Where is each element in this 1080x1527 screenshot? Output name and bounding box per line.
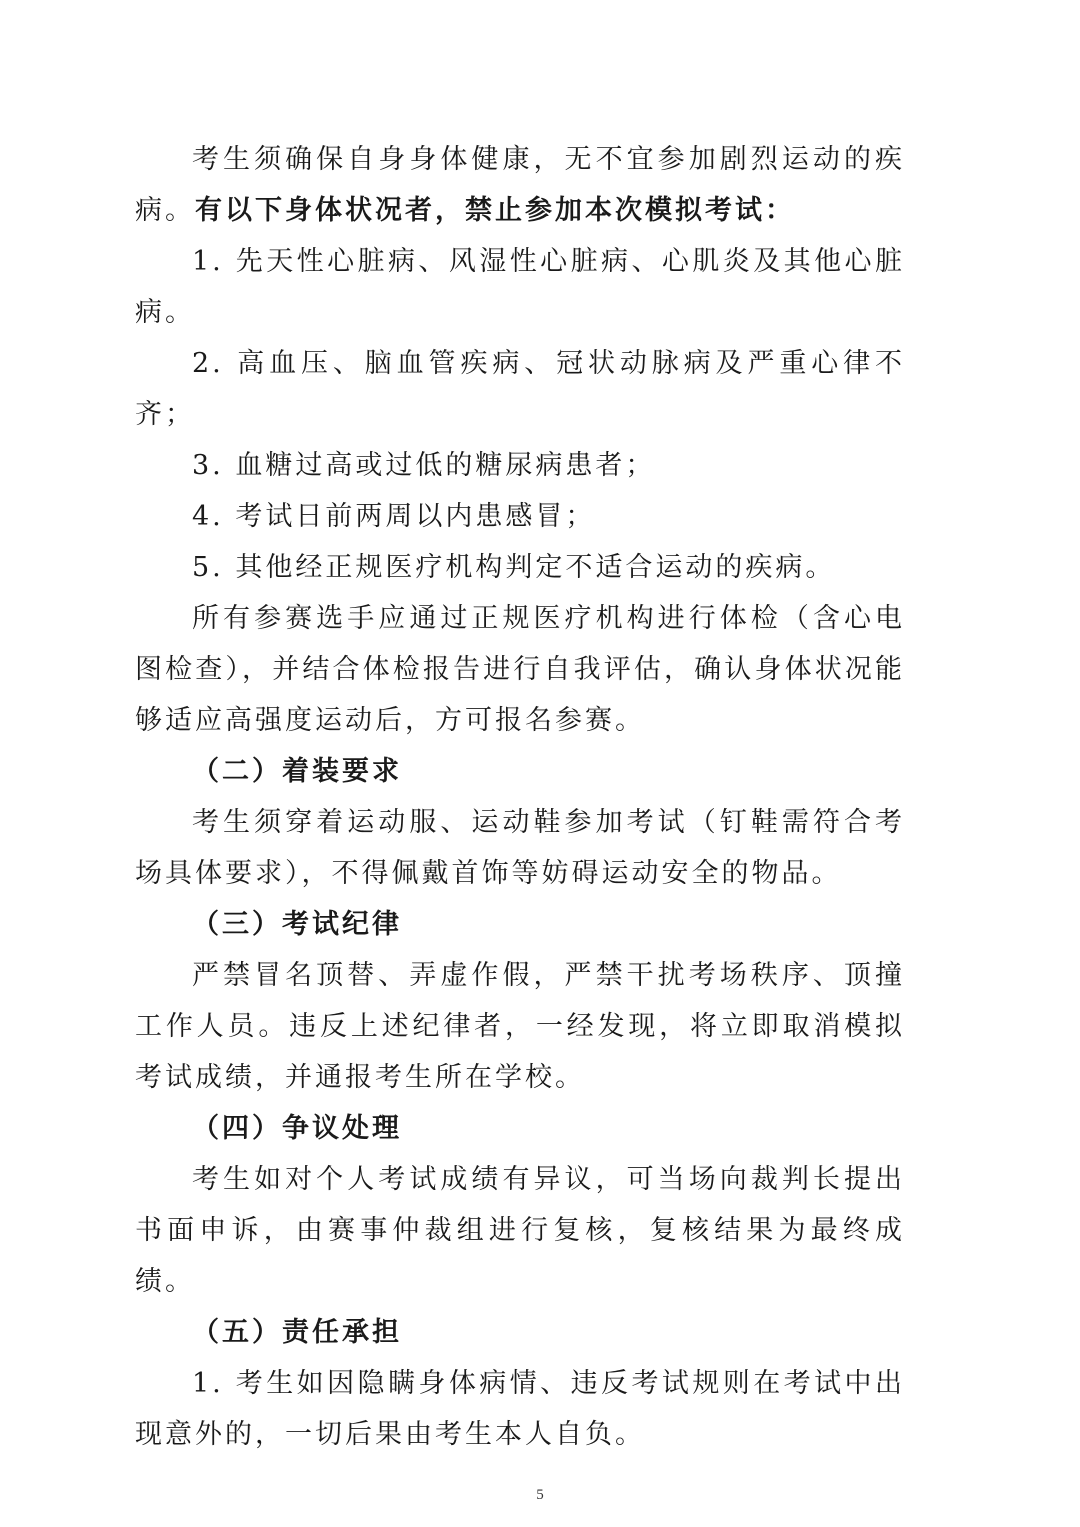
paragraph-medical-check: 所有参赛选手应通过正规医疗机构进行体检（含心电图检查），并结合体检报告进行自我评估，确认身体状况能够适应高强度运动后，方可报名参赛。 bbox=[135, 603, 905, 736]
section-heading-dispute: （四）争议处理 bbox=[192, 1113, 402, 1144]
list-item-condition-2: 2. 高血压、脑血管疾病、冠状动脉病及严重心律不齐； bbox=[135, 348, 905, 430]
page-number: 5 bbox=[536, 1487, 544, 1503]
list-item-condition-1: 1. 先天性心脏病、风湿性心脏病、心肌炎及其他心脏病。 bbox=[135, 246, 905, 328]
paragraph-health-requirement bbox=[135, 134, 905, 236]
list-item-condition-5: 5. 其他经正规医疗机构判定不适合运动的疾病。 bbox=[192, 552, 836, 583]
paragraph-health-bold-text: 有以下身体状况者，禁止参加本次模拟考试： bbox=[195, 195, 795, 226]
paragraph-dress-requirement: 考生须穿着运动服、运动鞋参加考试（钉鞋需符合考场具体要求），不得佩戴首饰等妨碍运动安全的物品。 bbox=[135, 807, 905, 889]
document-body bbox=[135, 134, 905, 1460]
section-heading-discipline: （三）考试纪律 bbox=[192, 909, 402, 940]
paragraph-health-normal-text: 考生须确保自身身体健康，无不宜参加剧烈运动的疾病。 bbox=[135, 144, 905, 226]
section-heading-liability: （五）责任承担 bbox=[192, 1317, 402, 1348]
paragraph-liability-1: 1. 考生如因隐瞒身体病情、违反考试规则在考试中出现意外的，一切后果由考生本人自负。 bbox=[135, 1368, 905, 1450]
section-heading-dress: （二）着装要求 bbox=[192, 756, 402, 787]
paragraph-dispute: 考生如对个人考试成绩有异议，可当场向裁判长提出书面申诉，由赛事仲裁组进行复核，复核结果为最终成绩。 bbox=[135, 1164, 905, 1297]
list-item-condition-3: 3. 血糖过高或过低的糖尿病患者； bbox=[192, 450, 656, 481]
list-item-condition-4: 4. 考试日前两周以内患感冒； bbox=[192, 501, 596, 532]
paragraph-discipline: 严禁冒名顶替、弄虚作假，严禁干扰考场秩序、顶撞工作人员。违反上述纪律者，一经发现，将立即取消模拟考试成绩，并通报考生所在学校。 bbox=[135, 960, 905, 1093]
